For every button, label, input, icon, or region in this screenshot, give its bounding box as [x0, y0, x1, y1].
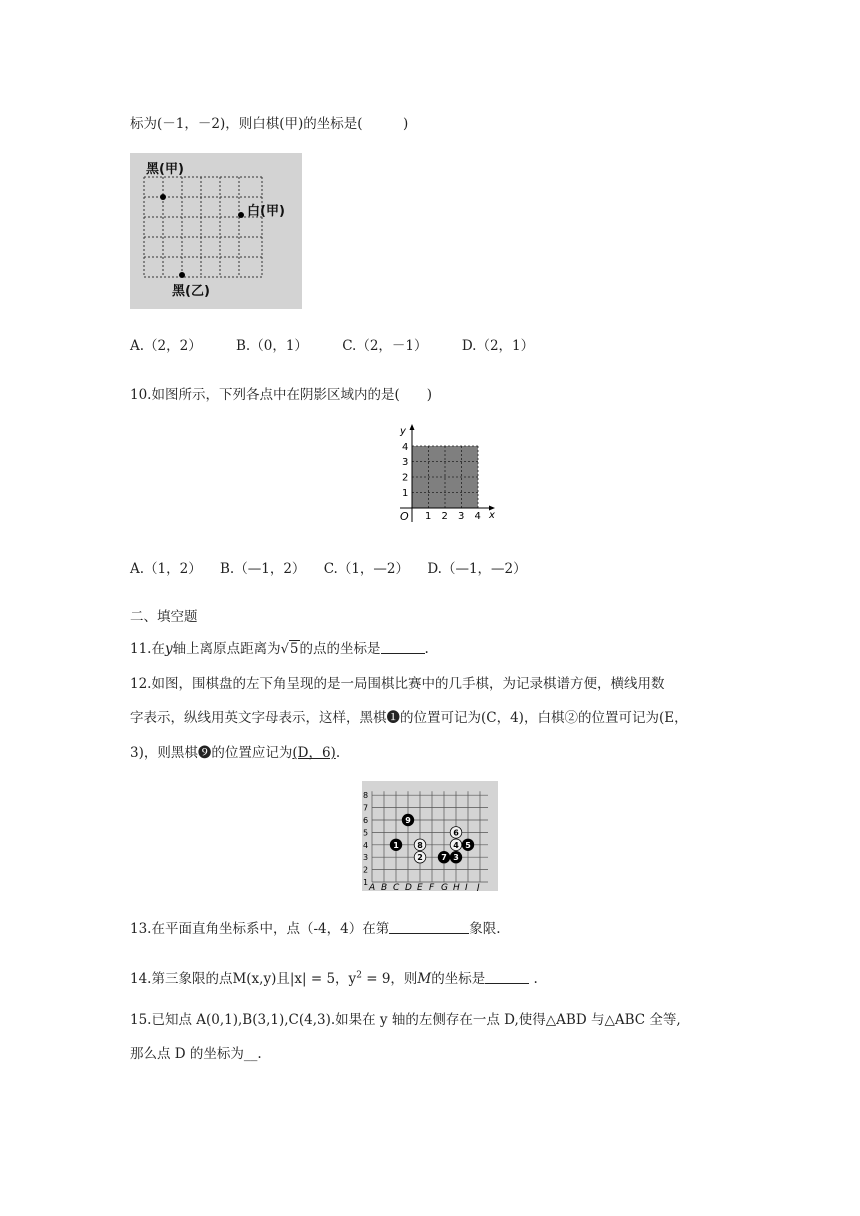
q10-y-label: y: [400, 426, 406, 437]
go-col-label: H: [453, 883, 460, 891]
q15-line2: 那么点 D 的坐标为__.: [130, 1046, 262, 1062]
go-col-label: C: [393, 883, 400, 891]
q12-line2: 字表示，纵线用英文字母表示，这样，黑棋❶的位置可记为(C，4)，白棋②的位置可记为(E，: [130, 710, 688, 726]
q10-coordinate-figure: [392, 422, 502, 526]
q14-sup: 2: [356, 970, 362, 981]
q11-post: 的点的坐标是: [299, 641, 381, 657]
go-stone-black-1: [390, 839, 402, 851]
q10-origin-label: O: [400, 510, 409, 522]
go-row-label: 3: [363, 853, 369, 863]
q14: [130, 967, 538, 987]
q10-x-tick-2: 2: [441, 511, 448, 522]
q11: [130, 637, 429, 657]
q12-line1: 12.如图，围棋盘的左下角呈现的是一局围棋比赛中的几手棋，为记录棋谱方便，横线用数: [130, 676, 665, 692]
q13-answer-blank[interactable]: [389, 921, 469, 934]
go-stone-black-7: [438, 851, 450, 863]
q11-pre: 11.在: [130, 641, 165, 657]
q11-end: .: [424, 641, 429, 657]
go-row-label: 7: [363, 803, 369, 813]
q12-line3: [130, 741, 340, 761]
go-stone-number: 2: [417, 853, 423, 863]
go-stone-number: 9: [405, 816, 411, 825]
q10-options: [130, 557, 541, 577]
go-col-label: G: [441, 883, 448, 891]
q10-y-tick-3: 3: [402, 457, 409, 468]
q9-black-jia-point: [160, 194, 166, 200]
q10-x-label: x: [489, 510, 495, 521]
q10-x-tick-3: 3: [458, 511, 465, 522]
q9-option-d: D.（2，1）: [461, 338, 535, 354]
go-col-label: A: [369, 883, 376, 891]
go-row-label: 6: [363, 816, 369, 825]
go-stone-white-2: [414, 851, 426, 863]
q12-go-board-figure: [362, 781, 498, 895]
q9-white-jia-point: [238, 212, 244, 218]
q9-label-white-jia: 白(甲): [247, 204, 285, 219]
go-stone-black-5: [462, 839, 474, 851]
go-row-label: 2: [363, 865, 369, 875]
go-col-label: D: [405, 883, 412, 891]
go-stone-number: 1: [393, 840, 399, 850]
go-row-label: 8: [363, 791, 369, 801]
q14-mid: = 9，则: [361, 971, 418, 987]
q10-option-c: C.（1，—2）: [323, 561, 410, 577]
q10-stem: 10.如图所示，下列各点中在阴影区域内的是( ): [130, 387, 433, 403]
q12-answer: (D，6): [292, 745, 336, 761]
q10-x-tick-4: 4: [474, 511, 481, 522]
go-stone-black-9: [402, 814, 414, 826]
q13-post: 象限.: [469, 921, 501, 937]
q10-option-b: B.（—1，2）: [220, 561, 306, 577]
q9-option-b: B.（0，1）: [236, 338, 308, 354]
q10-y-tick-2: 2: [402, 472, 409, 484]
q15-line1: 15.已知点 A(0,1),B(3,1),C(4,3).如果在 y 轴的左侧存在一点 D,使得△ABD 与△ABC 全等,: [130, 1012, 681, 1028]
q10-y-tick-1: 1: [402, 488, 409, 499]
q14-answer-blank[interactable]: [485, 971, 529, 984]
q13-pre: 13.在平面直角坐标系中，点（-4，4）在第: [130, 921, 390, 937]
go-stone-black-3: [450, 851, 462, 863]
q10-x-tick-1: 1: [425, 511, 432, 522]
q14-pre: 14.第三象限的点M(x,y)且|x| = 5，y: [130, 971, 357, 987]
go-stone-number: 4: [453, 840, 459, 850]
q9-label-black-yi: 黑(乙): [172, 284, 210, 299]
q11-mid: 轴上离原点距离为: [172, 641, 281, 657]
go-stone-white-6: [450, 827, 462, 839]
q14-end: .: [529, 971, 538, 987]
go-stone-number: 8: [417, 840, 423, 850]
q9-option-c: C.（2，－1）: [342, 338, 428, 354]
go-stone-white-8: [414, 839, 426, 851]
q9-board-figure: [130, 153, 302, 313]
q9-options: [130, 334, 564, 354]
go-stone-number: 6: [453, 828, 459, 838]
go-stone-number: 3: [453, 853, 459, 863]
go-board-background: [362, 781, 498, 891]
go-col-label: F: [429, 883, 435, 891]
go-row-label: 4: [363, 840, 369, 850]
section-title-fill-in: 二、填空题: [130, 609, 198, 625]
q11-sqrt-num: 5: [289, 641, 299, 657]
q9-stem-tail: 标为(－1，－2)，则白棋(甲)的坐标是( ): [130, 116, 409, 132]
go-stone-number: 5: [465, 840, 471, 850]
go-row-label: 5: [363, 828, 369, 838]
q11-answer-blank[interactable]: [381, 641, 425, 654]
go-col-label: J: [477, 883, 480, 891]
go-col-label: B: [381, 883, 388, 891]
go-stone-number: 7: [441, 853, 447, 863]
q12-line3-end: .: [335, 745, 341, 761]
go-col-label: E: [417, 883, 423, 891]
q12-line3-pre: 3)，则黑棋❾的位置应记为: [130, 745, 293, 761]
q10-y-arrow: [410, 424, 415, 430]
q11-sqrt: √5: [280, 641, 299, 657]
q10-option-a: A.（1，2）: [130, 561, 202, 577]
go-stone-white-4: [450, 839, 462, 851]
q14-var: M: [417, 971, 432, 987]
q9-black-yi-point: [179, 272, 185, 278]
q9-label-black-jia: 黑(甲): [146, 162, 184, 177]
q9-option-a: A.（2，2）: [130, 338, 202, 354]
go-row-label: 1: [363, 878, 369, 887]
q10-option-d: D.（—1，—2）: [427, 561, 527, 577]
q13: [130, 917, 501, 937]
q14-post: 的坐标是: [431, 971, 486, 987]
q11-var: y: [164, 641, 173, 657]
q10-y-tick-4: 4: [402, 442, 409, 453]
go-col-label: I: [465, 883, 468, 891]
